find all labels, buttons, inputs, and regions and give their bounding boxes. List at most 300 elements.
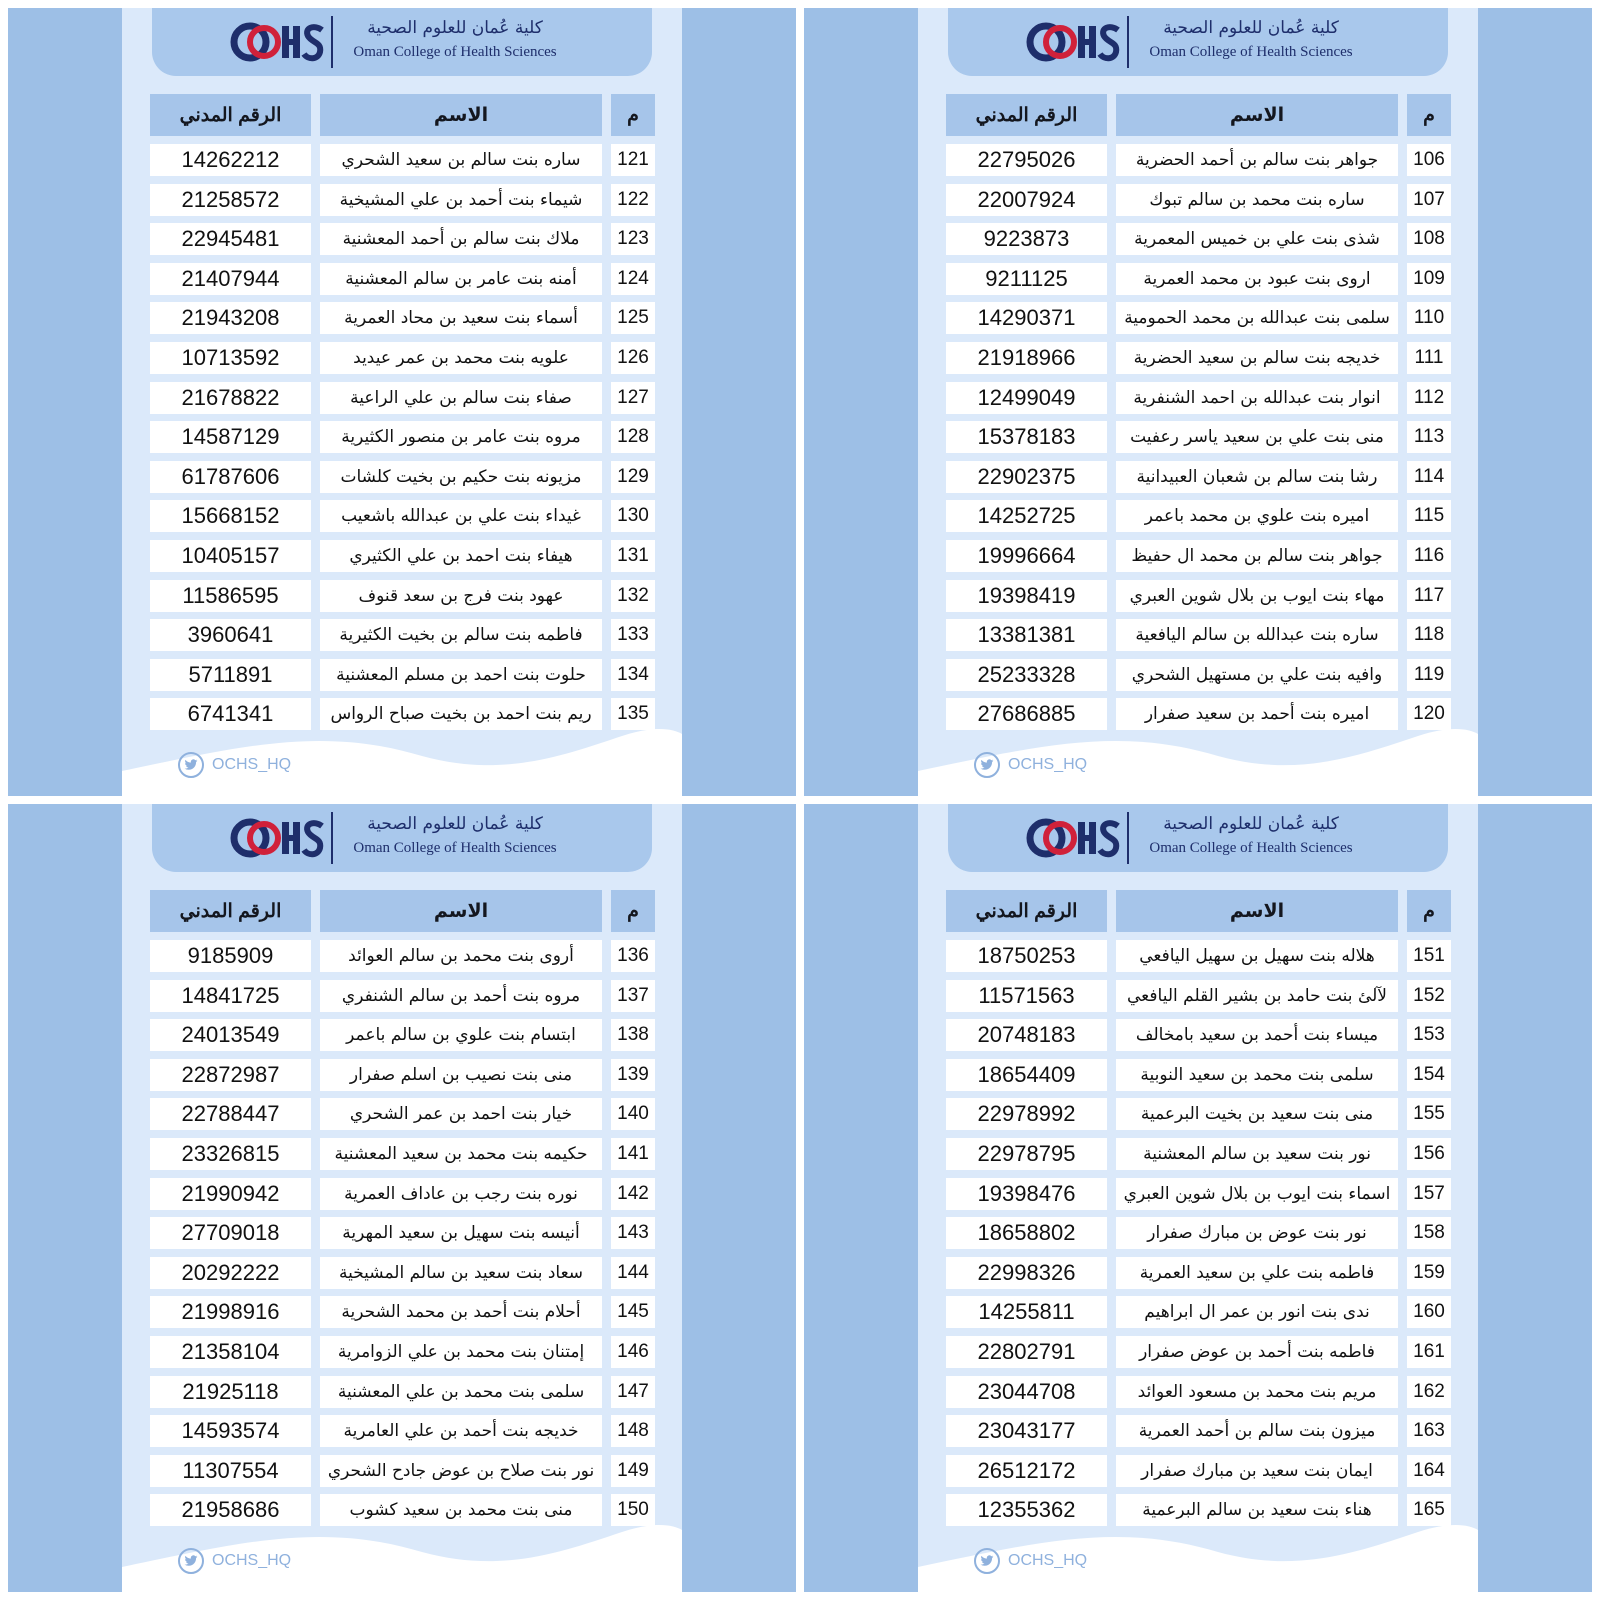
civil-id-cell: 21918966 xyxy=(946,342,1107,374)
table-body xyxy=(946,940,1451,1526)
table-body xyxy=(150,940,655,1526)
table-header-row xyxy=(150,890,655,932)
civil-id-cell: 19398419 xyxy=(946,580,1107,612)
row-number-cell: 134 xyxy=(611,659,655,691)
civil-id-cell: 22978795 xyxy=(946,1138,1107,1170)
table-row xyxy=(150,382,655,414)
student-name-cell: مروه بنت أحمد بن سالم الشنفري xyxy=(320,980,602,1012)
table-row xyxy=(150,1296,655,1328)
table-row xyxy=(150,184,655,216)
table-row xyxy=(946,659,1451,691)
civil-id-cell: 19996664 xyxy=(946,540,1107,572)
table-row xyxy=(150,940,655,972)
civil-id-cell: 23043177 xyxy=(946,1415,1107,1447)
row-number-cell: 126 xyxy=(611,342,655,374)
student-name-cell: رشا بنت سالم بن شعبان العبيدانية xyxy=(1116,461,1398,493)
table-row xyxy=(946,223,1451,255)
table-row xyxy=(150,263,655,295)
civil-id-cell: 18658802 xyxy=(946,1217,1107,1249)
students-table xyxy=(150,890,655,1534)
civil-id-cell: 6741341 xyxy=(150,698,311,730)
civil-id-cell: 9223873 xyxy=(946,223,1107,255)
list-card xyxy=(122,804,682,1592)
table-row xyxy=(150,1217,655,1249)
table-row xyxy=(946,1178,1451,1210)
table-row xyxy=(150,698,655,730)
col-name-header: الاسم xyxy=(320,890,602,932)
student-name-cell: سلمى بنت عبدالله بن محمد الحمومية xyxy=(1116,302,1398,334)
table-row xyxy=(946,1455,1451,1487)
row-number-cell: 119 xyxy=(1407,659,1451,691)
twitter-footer[interactable] xyxy=(974,1546,1087,1576)
table-row xyxy=(946,1257,1451,1289)
col-name-header: الاسم xyxy=(1116,890,1398,932)
list-panel xyxy=(804,8,1592,796)
table-row xyxy=(946,1098,1451,1130)
civil-id-cell: 21998916 xyxy=(150,1296,311,1328)
civil-id-cell: 5711891 xyxy=(150,659,311,691)
twitter-icon xyxy=(974,752,1000,778)
twitter-handle: OCHS_HQ xyxy=(1008,1552,1088,1569)
table-row xyxy=(946,698,1451,730)
civil-id-cell: 26512172 xyxy=(946,1455,1107,1487)
student-name-cell: ميزون بنت سالم بن أحمد العمرية xyxy=(1116,1415,1398,1447)
row-number-cell: 141 xyxy=(611,1138,655,1170)
civil-id-cell: 25233328 xyxy=(946,659,1107,691)
student-name-cell: فاطمه بنت سالم بن بخيت الكثيرية xyxy=(320,619,602,651)
college-name-ar: كلية عُمان للعلوم الصحية xyxy=(1163,18,1339,38)
student-name-cell: نور بنت صلاح بن عوض جادح الشحري xyxy=(320,1455,602,1487)
civil-id-cell: 11307554 xyxy=(150,1455,311,1487)
student-name-cell: مزيونه بنت حكيم بن بخيت كلشات xyxy=(320,461,602,493)
row-number-cell: 114 xyxy=(1407,461,1451,493)
table-row xyxy=(946,421,1451,453)
twitter-icon xyxy=(974,1548,1000,1574)
civil-id-cell: 27709018 xyxy=(150,1217,311,1249)
table-row xyxy=(946,1376,1451,1408)
table-row xyxy=(946,580,1451,612)
table-row xyxy=(150,223,655,255)
col-number-header: م xyxy=(1407,94,1451,136)
civil-id-cell: 21925118 xyxy=(150,1376,311,1408)
student-name-cell: اميره بنت علوي بن محمد باعمر xyxy=(1116,500,1398,532)
student-name-cell: وافيه بنت علي بن مستهيل الشحري xyxy=(1116,659,1398,691)
civil-id-cell: 20292222 xyxy=(150,1257,311,1289)
student-name-cell: غيداء بنت علي بن عبدالله باشعيب xyxy=(320,500,602,532)
table-row xyxy=(150,1098,655,1130)
row-number-cell: 152 xyxy=(1407,980,1451,1012)
row-number-cell: 138 xyxy=(611,1019,655,1051)
col-name-header: الاسم xyxy=(320,94,602,136)
row-number-cell: 151 xyxy=(1407,940,1451,972)
table-row xyxy=(150,1376,655,1408)
civil-id-cell: 13381381 xyxy=(946,619,1107,651)
row-number-cell: 146 xyxy=(611,1336,655,1368)
college-name-en: Oman College of Health Sciences xyxy=(1149,44,1353,60)
table-row xyxy=(946,1415,1451,1447)
twitter-footer[interactable] xyxy=(974,750,1087,780)
student-name-cell: أمنه بنت عامر بن سالم المعشنية xyxy=(320,263,602,295)
student-name-cell: منى بنت سعيد بن بخيت البرعمية xyxy=(1116,1098,1398,1130)
civil-id-cell: 15668152 xyxy=(150,500,311,532)
student-name-cell: ساره بنت سالم بن سعيد الشحري xyxy=(320,144,602,176)
row-number-cell: 150 xyxy=(611,1494,655,1526)
civil-id-cell: 21943208 xyxy=(150,302,311,334)
civil-id-cell: 11586595 xyxy=(150,580,311,612)
table-row xyxy=(150,1019,655,1051)
col-civil-id-header: الرقم المدني xyxy=(150,890,311,932)
row-number-cell: 139 xyxy=(611,1059,655,1091)
logo-divider xyxy=(1127,16,1129,68)
table-row xyxy=(946,540,1451,572)
college-header xyxy=(948,804,1448,872)
twitter-icon xyxy=(178,1548,204,1574)
civil-id-cell: 22945481 xyxy=(150,223,311,255)
civil-id-cell: 61787606 xyxy=(150,461,311,493)
row-number-cell: 153 xyxy=(1407,1019,1451,1051)
college-header xyxy=(152,804,652,872)
logo-divider xyxy=(331,812,333,864)
civil-id-cell: 14252725 xyxy=(946,500,1107,532)
row-number-cell: 121 xyxy=(611,144,655,176)
students-table xyxy=(946,890,1451,1534)
row-number-cell: 129 xyxy=(611,461,655,493)
civil-id-cell: 22795026 xyxy=(946,144,1107,176)
civil-id-cell: 24013549 xyxy=(150,1019,311,1051)
twitter-footer[interactable] xyxy=(178,1546,291,1576)
civil-id-cell: 21258572 xyxy=(150,184,311,216)
row-number-cell: 133 xyxy=(611,619,655,651)
twitter-footer[interactable] xyxy=(178,750,291,780)
table-header-row xyxy=(946,94,1451,136)
student-name-cell: سعاد بنت سعيد بن سالم المشيخية xyxy=(320,1257,602,1289)
row-number-cell: 137 xyxy=(611,980,655,1012)
table-row xyxy=(946,500,1451,532)
row-number-cell: 110 xyxy=(1407,302,1451,334)
row-number-cell: 118 xyxy=(1407,619,1451,651)
table-row xyxy=(946,461,1451,493)
student-name-cell: اروى بنت عبود بن محمد العمرية xyxy=(1116,263,1398,295)
table-row xyxy=(946,302,1451,334)
civil-id-cell: 21958686 xyxy=(150,1494,311,1526)
civil-id-cell: 14290371 xyxy=(946,302,1107,334)
table-row xyxy=(946,382,1451,414)
row-number-cell: 162 xyxy=(1407,1376,1451,1408)
ochs-logo-icon xyxy=(230,812,326,864)
student-name-cell: شيماء بنت أحمد بن علي المشيخية xyxy=(320,184,602,216)
table-row xyxy=(946,263,1451,295)
student-name-cell: إمتنان بنت محمد بن علي الزوامرية xyxy=(320,1336,602,1368)
table-row xyxy=(150,1138,655,1170)
twitter-handle: OCHS_HQ xyxy=(1008,756,1088,773)
student-name-cell: ريم بنت احمد بن بخيت صباح الرواس xyxy=(320,698,602,730)
row-number-cell: 156 xyxy=(1407,1138,1451,1170)
row-number-cell: 127 xyxy=(611,382,655,414)
row-number-cell: 136 xyxy=(611,940,655,972)
college-name-ar: كلية عُمان للعلوم الصحية xyxy=(367,18,543,38)
civil-id-cell: 21990942 xyxy=(150,1178,311,1210)
twitter-icon xyxy=(178,752,204,778)
student-name-cell: نوره بنت رجب بن عاداف العمرية xyxy=(320,1178,602,1210)
students-table xyxy=(150,94,655,738)
table-row xyxy=(946,980,1451,1012)
row-number-cell: 112 xyxy=(1407,382,1451,414)
table-row xyxy=(946,1138,1451,1170)
civil-id-cell: 22802791 xyxy=(946,1336,1107,1368)
civil-id-cell: 11571563 xyxy=(946,980,1107,1012)
table-row xyxy=(150,500,655,532)
civil-id-cell: 22902375 xyxy=(946,461,1107,493)
row-number-cell: 143 xyxy=(611,1217,655,1249)
student-name-cell: منى بنت علي بن سعيد ياسر رعفيت xyxy=(1116,421,1398,453)
student-name-cell: مروه بنت عامر بن منصور الكثيرية xyxy=(320,421,602,453)
civil-id-cell: 14255811 xyxy=(946,1296,1107,1328)
student-name-cell: ساره بنت محمد بن سالم تبوك xyxy=(1116,184,1398,216)
table-row xyxy=(150,1336,655,1368)
college-name-ar: كلية عُمان للعلوم الصحية xyxy=(367,814,543,834)
row-number-cell: 108 xyxy=(1407,223,1451,255)
student-name-cell: ابتسام بنت علوي بن سالم باعمر xyxy=(320,1019,602,1051)
college-header xyxy=(948,8,1448,76)
student-name-cell: لآلئ بنت حامد بن بشير القلم اليافعي xyxy=(1116,980,1398,1012)
student-name-cell: ساره بنت عبدالله بن سالم اليافعية xyxy=(1116,619,1398,651)
civil-id-cell: 21407944 xyxy=(150,263,311,295)
table-row xyxy=(150,1178,655,1210)
row-number-cell: 165 xyxy=(1407,1494,1451,1526)
civil-id-cell: 20748183 xyxy=(946,1019,1107,1051)
table-row xyxy=(150,1494,655,1526)
table-row xyxy=(150,659,655,691)
table-row xyxy=(150,144,655,176)
civil-id-cell: 14593574 xyxy=(150,1415,311,1447)
student-name-cell: اميره بنت أحمد بن سعيد صفرار xyxy=(1116,698,1398,730)
table-row xyxy=(946,1494,1451,1526)
student-name-cell: أسماء بنت سعيد بن محاد العمرية xyxy=(320,302,602,334)
row-number-cell: 113 xyxy=(1407,421,1451,453)
students-table xyxy=(946,94,1451,738)
row-number-cell: 160 xyxy=(1407,1296,1451,1328)
civil-id-cell: 21678822 xyxy=(150,382,311,414)
table-row xyxy=(150,580,655,612)
col-number-header: م xyxy=(611,94,655,136)
table-row xyxy=(946,1059,1451,1091)
ochs-logo-icon xyxy=(230,16,326,68)
student-name-cell: فاطمه بنت علي بن سعيد العمرية xyxy=(1116,1257,1398,1289)
college-header xyxy=(152,8,652,76)
row-number-cell: 123 xyxy=(611,223,655,255)
civil-id-cell: 22872987 xyxy=(150,1059,311,1091)
row-number-cell: 164 xyxy=(1407,1455,1451,1487)
student-name-cell: منى بنت محمد بن سعيد كشوب xyxy=(320,1494,602,1526)
student-name-cell: نور بنت سعيد بن سالم المعشنية xyxy=(1116,1138,1398,1170)
student-name-cell: خديجه بنت أحمد بن علي العامرية xyxy=(320,1415,602,1447)
table-row xyxy=(946,342,1451,374)
civil-id-cell: 23044708 xyxy=(946,1376,1107,1408)
table-row xyxy=(150,1257,655,1289)
row-number-cell: 111 xyxy=(1407,342,1451,374)
row-number-cell: 128 xyxy=(611,421,655,453)
table-row xyxy=(946,619,1451,651)
college-name-en: Oman College of Health Sciences xyxy=(1149,840,1353,856)
student-name-cell: حكيمه بنت محمد بن سعيد المعشنية xyxy=(320,1138,602,1170)
civil-id-cell: 22978992 xyxy=(946,1098,1107,1130)
student-name-cell: صفاء بنت سالم بن علي الراعية xyxy=(320,382,602,414)
logo-divider xyxy=(1127,812,1129,864)
row-number-cell: 142 xyxy=(611,1178,655,1210)
table-row xyxy=(946,184,1451,216)
student-name-cell: منى بنت نصيب بن اسلم صفرار xyxy=(320,1059,602,1091)
civil-id-cell: 3960641 xyxy=(150,619,311,651)
col-number-header: م xyxy=(611,890,655,932)
student-name-cell: ملاك بنت سالم بن أحمد المعشنية xyxy=(320,223,602,255)
student-name-cell: هلاله بنت سهيل بن سهيل اليافعي xyxy=(1116,940,1398,972)
table-row xyxy=(150,342,655,374)
col-civil-id-header: الرقم المدني xyxy=(946,890,1107,932)
list-card xyxy=(918,8,1478,796)
table-body xyxy=(150,144,655,730)
student-name-cell: خيار بنت احمد بن عمر الشحري xyxy=(320,1098,602,1130)
list-card xyxy=(122,8,682,796)
student-name-cell: فاطمه بنت أحمد بن عوض صفرار xyxy=(1116,1336,1398,1368)
student-name-cell: اسماء بنت ايوب بن بلال شوين العبري xyxy=(1116,1178,1398,1210)
civil-id-cell: 10713592 xyxy=(150,342,311,374)
logo-divider xyxy=(331,16,333,68)
civil-id-cell: 18654409 xyxy=(946,1059,1107,1091)
table-row xyxy=(150,540,655,572)
table-row xyxy=(946,1336,1451,1368)
row-number-cell: 135 xyxy=(611,698,655,730)
table-row xyxy=(150,619,655,651)
twitter-handle: OCHS_HQ xyxy=(212,1552,292,1569)
student-name-cell: علويه بنت محمد بن عمر عيديد xyxy=(320,342,602,374)
civil-id-cell: 23326815 xyxy=(150,1138,311,1170)
row-number-cell: 155 xyxy=(1407,1098,1451,1130)
row-number-cell: 159 xyxy=(1407,1257,1451,1289)
civil-id-cell: 12355362 xyxy=(946,1494,1107,1526)
row-number-cell: 116 xyxy=(1407,540,1451,572)
table-row xyxy=(150,1415,655,1447)
college-name-ar: كلية عُمان للعلوم الصحية xyxy=(1163,814,1339,834)
student-name-cell: أحلام بنت أحمد بن محمد الشحرية xyxy=(320,1296,602,1328)
student-name-cell: خديجه بنت سالم بن سعيد الحضرية xyxy=(1116,342,1398,374)
student-name-cell: عهود بنت فرج بن سعد قنوف xyxy=(320,580,602,612)
student-name-cell: ميساء بنت أحمد بن سعيد بامخالف xyxy=(1116,1019,1398,1051)
civil-id-cell: 22788447 xyxy=(150,1098,311,1130)
row-number-cell: 109 xyxy=(1407,263,1451,295)
row-number-cell: 115 xyxy=(1407,500,1451,532)
col-number-header: م xyxy=(1407,890,1451,932)
college-name-en: Oman College of Health Sciences xyxy=(353,44,557,60)
student-name-cell: شذى بنت علي بن خميس المعمرية xyxy=(1116,223,1398,255)
table-header-row xyxy=(946,890,1451,932)
table-row xyxy=(946,144,1451,176)
row-number-cell: 163 xyxy=(1407,1415,1451,1447)
table-row xyxy=(150,302,655,334)
student-name-cell: ايمان بنت سعيد بن مبارك صفرار xyxy=(1116,1455,1398,1487)
table-row xyxy=(150,980,655,1012)
student-name-cell: جواهر بنت سالم بن أحمد الحضرية xyxy=(1116,144,1398,176)
civil-id-cell: 10405157 xyxy=(150,540,311,572)
student-name-cell: جواهر بنت سالم بن محمد ال حفيظ xyxy=(1116,540,1398,572)
row-number-cell: 148 xyxy=(611,1415,655,1447)
table-row xyxy=(150,421,655,453)
student-name-cell: أروى بنت محمد بن سالم العوائد xyxy=(320,940,602,972)
student-name-cell: هناء بنت سعيد بن سالم البرعمية xyxy=(1116,1494,1398,1526)
civil-id-cell: 12499049 xyxy=(946,382,1107,414)
list-panel xyxy=(804,804,1592,1592)
civil-id-cell: 14262212 xyxy=(150,144,311,176)
row-number-cell: 147 xyxy=(611,1376,655,1408)
student-name-cell: مريم بنت محمد بن مسعود العوائد xyxy=(1116,1376,1398,1408)
row-number-cell: 157 xyxy=(1407,1178,1451,1210)
row-number-cell: 158 xyxy=(1407,1217,1451,1249)
table-row xyxy=(946,1296,1451,1328)
row-number-cell: 154 xyxy=(1407,1059,1451,1091)
row-number-cell: 117 xyxy=(1407,580,1451,612)
table-row xyxy=(150,1455,655,1487)
civil-id-cell: 14587129 xyxy=(150,421,311,453)
row-number-cell: 144 xyxy=(611,1257,655,1289)
row-number-cell: 149 xyxy=(611,1455,655,1487)
student-name-cell: ندى بنت انور بن عمر ال ابراهيم xyxy=(1116,1296,1398,1328)
civil-id-cell: 9211125 xyxy=(946,263,1107,295)
col-civil-id-header: الرقم المدني xyxy=(946,94,1107,136)
table-row xyxy=(150,461,655,493)
civil-id-cell: 15378183 xyxy=(946,421,1107,453)
row-number-cell: 125 xyxy=(611,302,655,334)
student-name-cell: مهاء بنت ايوب بن بلال شوين العبري xyxy=(1116,580,1398,612)
civil-id-cell: 14841725 xyxy=(150,980,311,1012)
student-name-cell: سلمى بنت محمد بن علي المعشنية xyxy=(320,1376,602,1408)
student-name-cell: حلوت بنت احمد بن مسلم المعشنية xyxy=(320,659,602,691)
student-name-cell: انوار بنت عبدالله بن احمد الشنفرية xyxy=(1116,382,1398,414)
row-number-cell: 130 xyxy=(611,500,655,532)
row-number-cell: 131 xyxy=(611,540,655,572)
table-row xyxy=(946,1019,1451,1051)
ochs-logo-icon xyxy=(1026,16,1122,68)
twitter-handle: OCHS_HQ xyxy=(212,756,292,773)
row-number-cell: 161 xyxy=(1407,1336,1451,1368)
list-card xyxy=(918,804,1478,1592)
row-number-cell: 107 xyxy=(1407,184,1451,216)
table-row xyxy=(150,1059,655,1091)
col-name-header: الاسم xyxy=(1116,94,1398,136)
table-body xyxy=(946,144,1451,730)
civil-id-cell: 21358104 xyxy=(150,1336,311,1368)
student-name-cell: نور بنت عوض بن مبارك صفرار xyxy=(1116,1217,1398,1249)
row-number-cell: 145 xyxy=(611,1296,655,1328)
row-number-cell: 120 xyxy=(1407,698,1451,730)
col-civil-id-header: الرقم المدني xyxy=(150,94,311,136)
row-number-cell: 124 xyxy=(611,263,655,295)
civil-id-cell: 22007924 xyxy=(946,184,1107,216)
civil-id-cell: 18750253 xyxy=(946,940,1107,972)
table-row xyxy=(946,940,1451,972)
row-number-cell: 122 xyxy=(611,184,655,216)
row-number-cell: 106 xyxy=(1407,144,1451,176)
table-header-row xyxy=(150,94,655,136)
student-name-cell: هيفاء بنت احمد بن علي الكثيري xyxy=(320,540,602,572)
student-name-cell: سلمى بنت محمد بن سعيد النوبية xyxy=(1116,1059,1398,1091)
civil-id-cell: 19398476 xyxy=(946,1178,1107,1210)
table-row xyxy=(946,1217,1451,1249)
ochs-logo-icon xyxy=(1026,812,1122,864)
list-panel xyxy=(8,804,796,1592)
list-panel xyxy=(8,8,796,796)
row-number-cell: 140 xyxy=(611,1098,655,1130)
civil-id-cell: 27686885 xyxy=(946,698,1107,730)
civil-id-cell: 9185909 xyxy=(150,940,311,972)
